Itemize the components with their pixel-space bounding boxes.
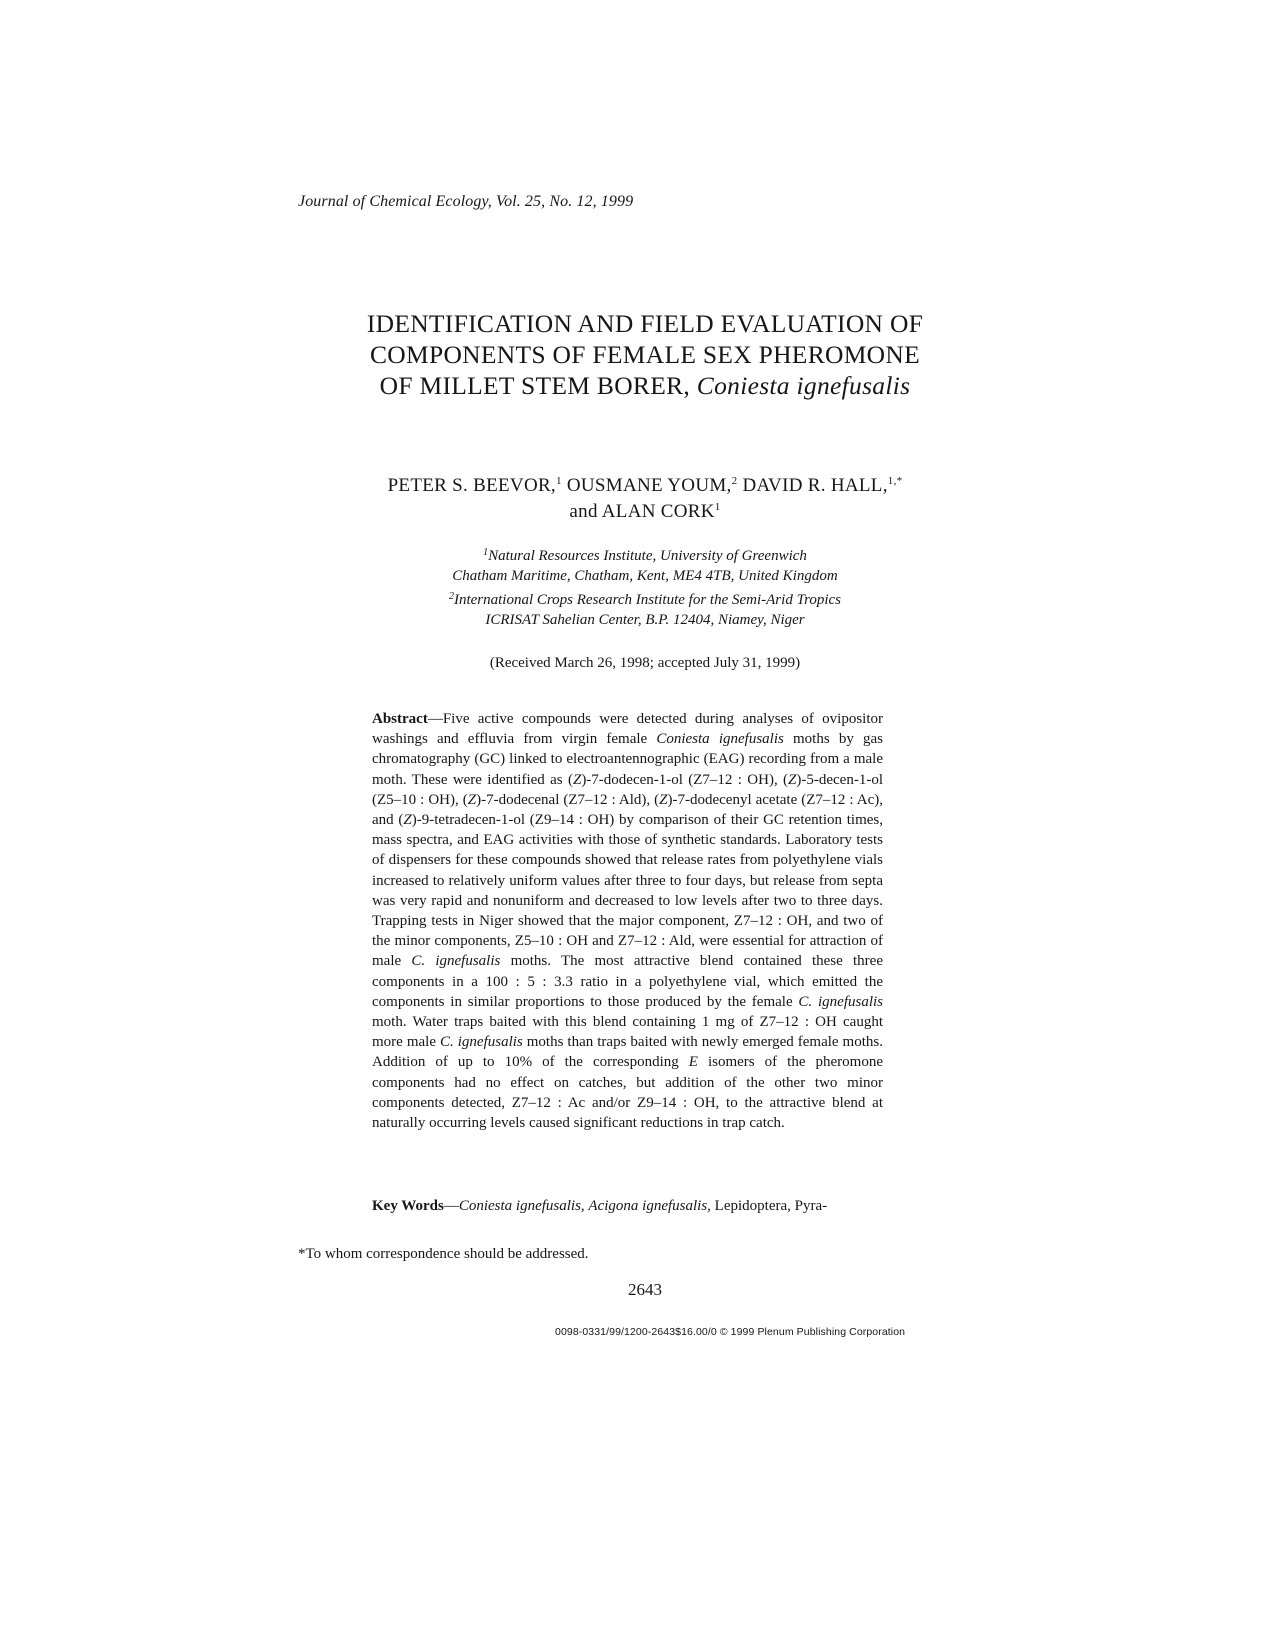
abstract-species: Coniesta ignefusalis: [656, 731, 784, 748]
page-number: 2643: [628, 1280, 662, 1299]
copyright-line: 0098-0331/99/1200-2643$16.00/0 © 1999 Plenum Publishing Corporation: [555, 1326, 906, 1338]
abstract-text: moth. Water traps baited with this blend containing 1 mg of Z7–12 : OH caught more male: [372, 1014, 883, 1051]
abstract-text: —Five active compounds were detected during analyses of ovipositor washings and effluvia from virgin female: [372, 711, 883, 748]
author-hall-affil: 1,*: [887, 475, 903, 487]
authors-line-2: [300, 499, 990, 525]
abstract-species: C. ignefusalis: [411, 953, 501, 970]
authors-line-1: [300, 473, 990, 499]
key-words-label: Key Words: [372, 1198, 444, 1214]
abstract-species: C. ignefusalis: [439, 1034, 523, 1051]
author-youm: OUSMANE YOUM,: [566, 475, 732, 496]
title-species: Coniesta ignefusalis: [696, 371, 911, 400]
abstract-text: isomers of the pheromone components had no effect on catches, but addition of the other two minor components detected, Z7–12 : Ac and/or Z9–14 : OH, to the attractive blend at naturally occurring levels caused significant reductions in trap catch.: [372, 1054, 883, 1132]
abstract-label: Abstract: [372, 711, 428, 727]
affiliation-1-marker: 1: [483, 547, 489, 558]
paper-title: [300, 308, 990, 401]
author-beevor-affil: 1: [556, 475, 562, 487]
affiliation-2-line-2: ICRISAT Sahelian Center, B.P. 12404, Niamey, Niger: [485, 612, 805, 628]
author-list: [300, 473, 990, 525]
abstract-isomer: E: [688, 1054, 698, 1071]
abstract-text: )-7-dodecen-1-ol (Z7–12 : OH), (: [581, 771, 789, 788]
title-line-3: [300, 370, 990, 401]
abstract: [372, 709, 883, 1133]
author-beevor: PETER S. BEEVOR,: [387, 475, 556, 496]
abstract-isomer: Z: [403, 812, 412, 829]
abstract-text: moths. The most attractive blend contained these three components in a 100 : 5 : 3.3 ratio in a polyethylene vial, which emitted the components in similar proportions to those produced by the female: [372, 953, 883, 1010]
title-line-3-text: OF MILLET STEM BORER,: [379, 371, 691, 400]
affiliation-2-marker: 2: [448, 591, 454, 602]
key-word-2: Acigona ignefusalis: [588, 1198, 708, 1214]
abstract-text: moths by gas chromatography (GC) linked to electroantennographic (EAG) recording from a male moth. These were identified as (: [372, 731, 883, 788]
affiliation-1-line-1: [300, 546, 990, 566]
author-hall: DAVID R. HALL,: [742, 475, 888, 496]
abstract-species: C. ignefusalis: [798, 993, 883, 1010]
key-words-rest: , Lepidoptera, Pyra-: [707, 1198, 828, 1214]
key-word-1: Coniesta ignefusalis: [458, 1198, 581, 1214]
abstract-text: )-7-dodecenyl acetate (Z7–12 : Ac), and (: [372, 791, 883, 829]
abstract-isomer: Z: [659, 791, 668, 808]
received-dates: (Received March 26, 1998; accepted July 31, 1999): [489, 655, 801, 671]
journal-citation: Journal of Chemical Ecology, Vol. 25, No. 12, 1999: [298, 193, 634, 210]
key-words: [372, 1196, 883, 1216]
affiliation-1-line-2: Chatham Maritime, Chatham, Kent, ME4 4TB, United Kingdom: [452, 568, 838, 584]
affiliations: [300, 546, 990, 630]
abstract-isomer: Z: [572, 771, 582, 788]
title-line-1: IDENTIFICATION AND FIELD EVALUATION OF: [366, 309, 924, 338]
key-words-separator: ,: [580, 1198, 589, 1214]
correspondence-footnote: *To whom correspondence should be addressed.: [298, 1246, 589, 1262]
key-words-dash: —: [443, 1198, 459, 1214]
author-cork-affil: 1: [714, 501, 721, 513]
affiliation-1-text: Natural Resources Institute, University of Greenwich: [488, 548, 807, 564]
abstract-text: )-5-decen-1-ol (Z5–10 : OH), (: [372, 771, 883, 808]
abstract-isomer: Z: [467, 791, 477, 808]
authors-and: and: [569, 501, 598, 522]
abstract-text: moths than traps baited with newly emerged female moths. Addition of up to 10% of the corresponding: [372, 1034, 883, 1071]
abstract-text: )-9-tetradecen-1-ol (Z9–14 : OH) by comparison of their GC retention times, mass spectra, and EAG activities with those of synthetic standards. Laboratory tests of dispensers for these compounds showed that release rates from polyethylene vials increased to relatively uniform values after three to four days, but release from septa was very rapid and nonuniform and decreased to low levels after two to three days. Trapping tests in Niger showed that the major component, Z7–12 : OH, and two of the minor components, Z5–10 : OH and Z7–12 : Ald, were essential for attraction of male: [372, 812, 883, 970]
title-line-2: COMPONENTS OF FEMALE SEX PHEROMONE: [369, 340, 920, 369]
affiliation-2-line-1: [300, 590, 990, 610]
affiliation-2-text: International Crops Research Institute for the Semi-Arid Tropics: [453, 592, 842, 608]
author-cork: ALAN CORK: [601, 501, 715, 522]
author-youm-affil: 2: [731, 475, 738, 487]
abstract-text: )-7-dodecenal (Z7–12 : Ald), (: [476, 791, 660, 808]
abstract-isomer: Z: [788, 771, 797, 788]
